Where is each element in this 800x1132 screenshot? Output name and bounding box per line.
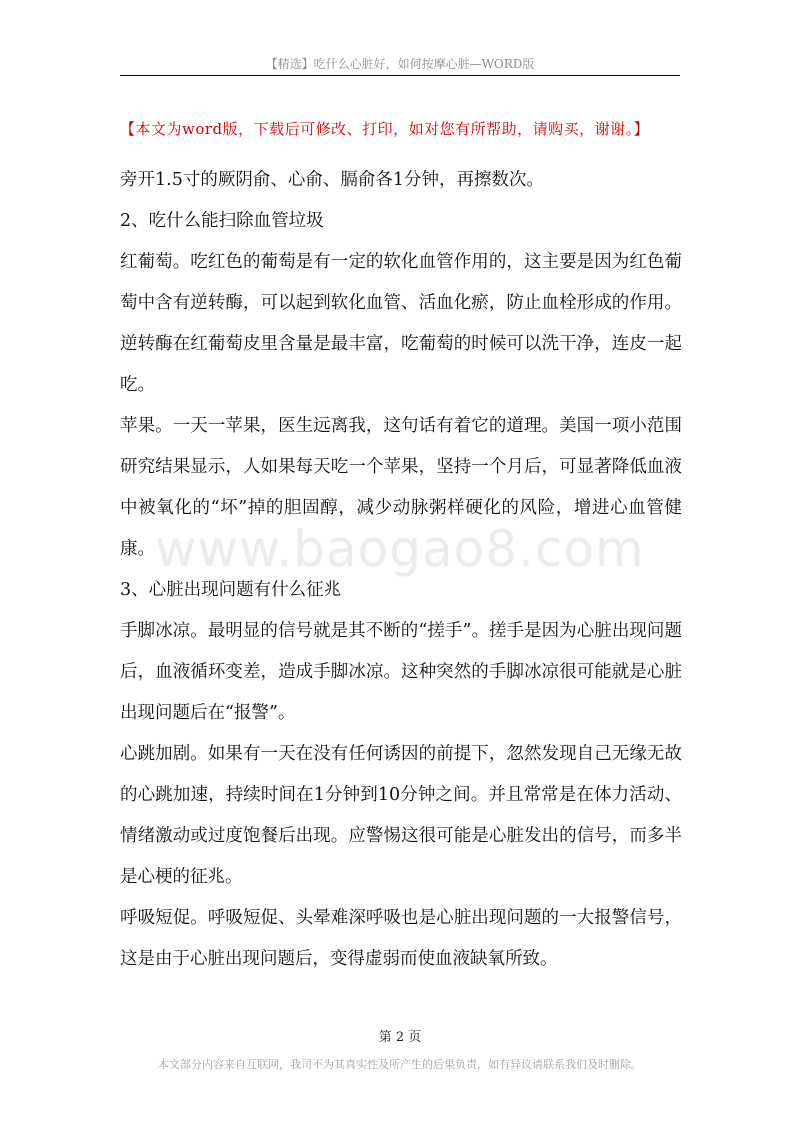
section-heading-clean-vessels: 2、吃什么能扫除血管垃圾 xyxy=(120,211,324,231)
section-heading-heart-symptoms: 3、心脏出现问题有什么征兆 xyxy=(120,580,342,600)
page-header: 【精选】吃什么心脏好，如何按摩心脏—WORD版 xyxy=(265,57,535,71)
paragraph-shortness-of-breath: 呼吸短促。呼吸短促、头晕难深呼吸也是心脏出现问题的一大报警信号，这是由于心脏出现问题后，变得虚弱而使血液缺氧所致。 xyxy=(120,908,682,969)
paragraph-cold-hands-feet: 手脚冰凉。最明显的信号就是其不断的“搓手”。搓手是因为心脏出现问题后，血液循环变差，造成手脚冰凉。这种突然的手脚冰凉很可能就是心脏出现问题后在“报警”。 xyxy=(120,621,682,723)
purchase-notice: 【本文为word版，下载后可修改、打印，如对您有所帮助，请购买，谢谢。】 xyxy=(120,120,650,138)
watermark: www.baogao8.com xyxy=(155,520,645,578)
paragraph-red-grapes: 红葡萄。吃红色的葡萄是有一定的软化血管作用的，这主要是因为红色葡萄中含有逆转酶，可以起到软化血管、活血化瘀，防止血栓形成的作用。逆转酶在红葡萄皮里含量是最丰富，吃葡萄的时候可以洗干净，连皮一起吃。 xyxy=(120,252,682,395)
footer-disclaimer: 本文部分内容来自互联网，我司不为其真实性及所产生的后果负责，如有异议请联系我们及时删除。 xyxy=(158,1058,642,1071)
document-body xyxy=(120,160,682,980)
page-number: 第 2 页 xyxy=(378,1030,422,1045)
paragraph-massage-tip: 旁开1.5寸的厥阴俞、心俞、膈俞各1分钟，再擦数次。 xyxy=(120,170,544,190)
paragraph-palpitations: 心跳加剧。如果有一天在没有任何诱因的前提下，忽然发现自己无缘无故的心跳加速，持续时间在1分钟到10分钟之间。并且常常是在体力活动、情绪激动或过度饱餐后出现。应警惕这很可能是心脏发出的信号，而多半是心梗的征兆。 xyxy=(120,744,682,887)
header-divider xyxy=(120,75,680,76)
paragraph-apples: 苹果。一天一苹果，医生远离我，这句话有着它的道理。美国一项小范围研究结果显示，人如果每天吃一个苹果，坚持一个月后，可显著降低血液中被氧化的“坏”掉的胆固醇，减少动脉粥样硬化的风险，增进心血管健康。 xyxy=(120,416,682,559)
